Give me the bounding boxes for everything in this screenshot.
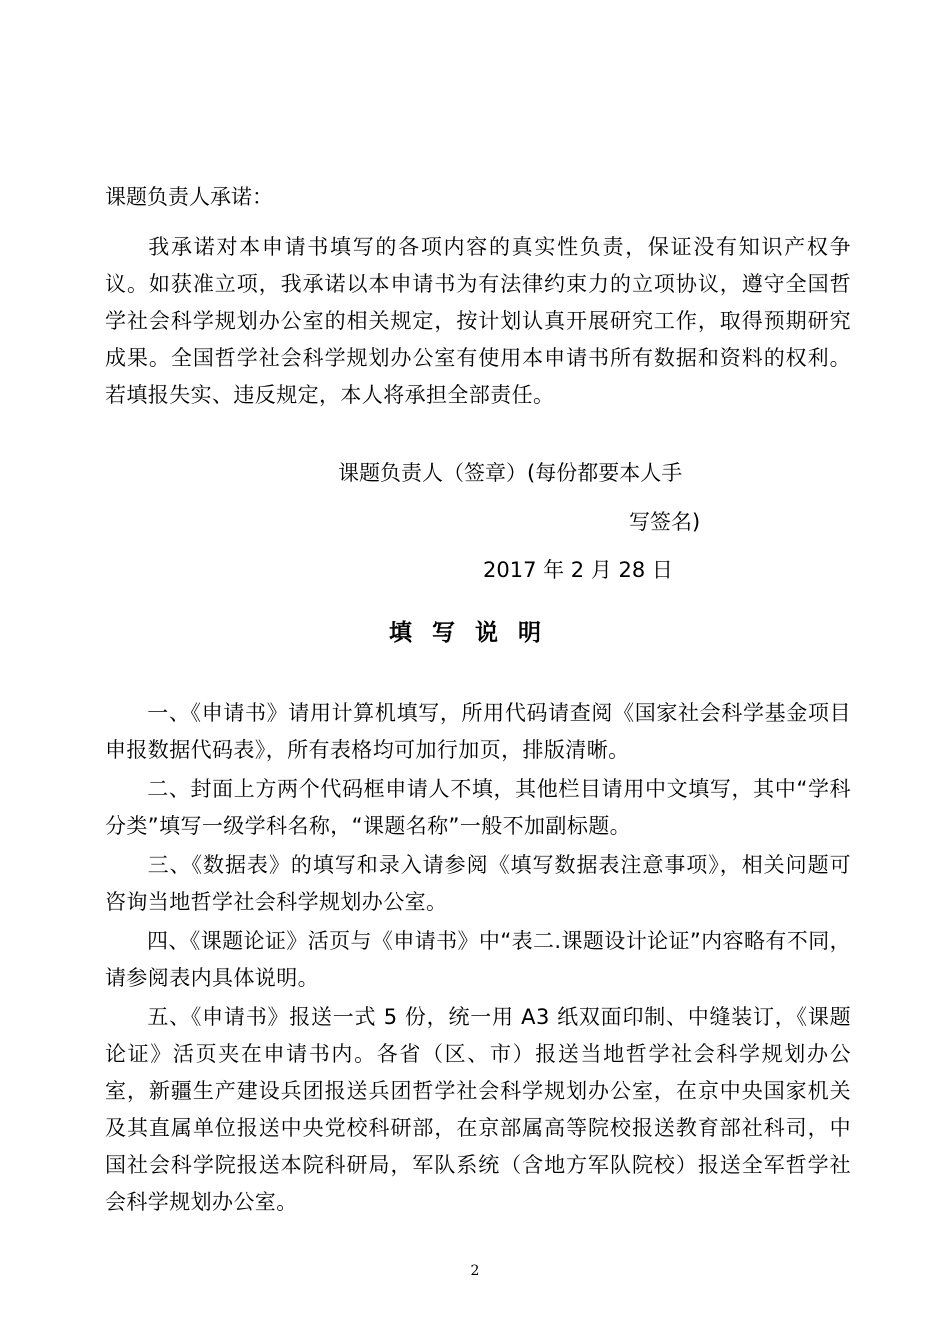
instruction-item-2-text: 二、封面上方两个代码框申请人不填，其他栏目请用中文填写，其中“学科分类”填写一级学科名称，“课题名称”一般不加副标题。 <box>105 777 851 838</box>
instruction-item-2 <box>105 771 851 845</box>
commitment-heading: 课题负责人承诺： <box>105 185 273 209</box>
commitment-body-text: 我承诺对本申请书填写的各项内容的真实性负责，保证没有知识产权争议。如获准立项，我承诺以本申请书为有法律约束力的立项协议，遵守全国哲学社会科学规划办公室的相关规定，按计划认真开展研究工作，取得预期研究成果。全国哲学社会科学规划办公室有使用本申请书所有数据和资料的权利。若填报失实、违反规定，本人将承担全部责任。 <box>105 235 851 407</box>
instruction-item-5-text: 五、《申请书》报送一式 5 份，统一用 A3 纸双面印制、中缝装订，《课题论证》活页夹在申请书内。各省（区、市）报送当地哲学社会科学规划办公室，新疆生产建设兵团报送兵团哲学社会科学规划办公室，在京中央国家机关及其直属单位报送中央党校科研部，在京部属高等院校报送教育部社科司，中国社会科学院报送本院科研局，军队系统（含地方军队院校）报送全军哲学社会科学规划办公室。 <box>105 1005 851 1214</box>
instruction-item-5 <box>105 999 851 1221</box>
signature-line-2: 写签名) <box>629 510 701 534</box>
signature-date: 2017 年 2 月 28 日 <box>483 558 673 582</box>
instruction-item-3 <box>105 847 851 921</box>
instruction-item-4 <box>105 923 851 997</box>
instruction-item-1 <box>105 695 851 769</box>
page-number: 2 <box>470 1263 480 1279</box>
instructions-title: 填写说明 <box>389 620 561 646</box>
signature-line-1: 课题负责人（签章）(每份都要本人手 <box>338 461 683 485</box>
instruction-item-1-text: 一、《申请书》请用计算机填写，所用代码请查阅《国家社会科学基金项目申报数据代码表》，所有表格均可加行加页，排版清晰。 <box>105 701 851 762</box>
instruction-item-4-text: 四、《课题论证》活页与《申请书》中“表二.课题设计论证”内容略有不同，请参阅表内具体说明。 <box>105 929 851 990</box>
commitment-body <box>105 229 851 414</box>
instruction-item-3-text: 三、《数据表》的填写和录入请参阅《填写数据表注意事项》，相关问题可咨询当地哲学社会科学规划办公室。 <box>105 853 851 914</box>
